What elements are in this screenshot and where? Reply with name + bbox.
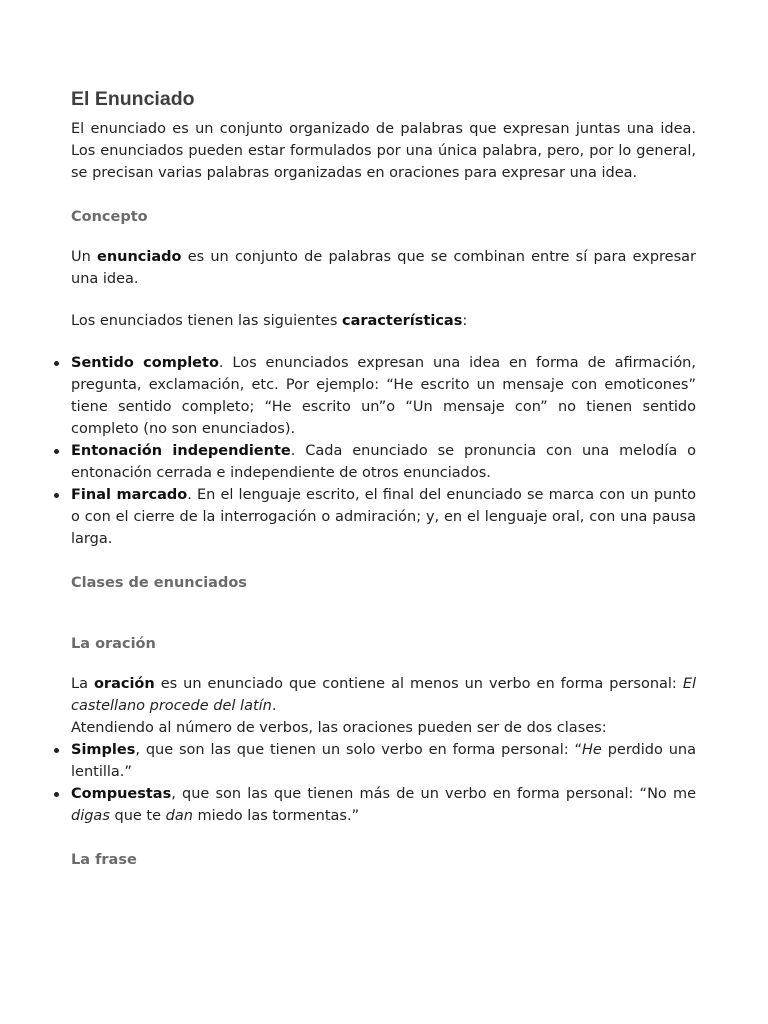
list-item: Final marcado. En el lenguaje escrito, el final del enunciado se marca con un punto o con el cierre de la interrogación o admiración; y, en el lenguaje oral, con una pausa larga. [71,484,696,550]
list-item: Compuestas, que son las que tienen más de un verbo en forma personal: “No me digas que te dan miedo las tormentas.” [71,783,696,827]
term-caracteristicas: características [341,313,463,329]
section-heading-oracion: La oración [71,636,156,652]
term-oracion: oración [93,676,155,692]
list-item: Simples, que son las que tienen un solo verbo en forma personal: “He perdido una lentilla.” [71,739,696,783]
oracion-paragraph: La oración es un enunciado que contiene al menos un verbo en forma personal: El castellano procede del latín. [71,676,697,714]
intro-paragraph: El enunciado es un conjunto organizado de palabras que expresan juntas una idea. Los enunciados pueden estar formulados por una única palabra, pero, por lo general, se precisan varias palabras organizadas en oraciones para expresar una idea. [71,121,696,181]
clases-intro-paragraph: Atendiendo al número de verbos, las oraciones pueden ser de dos clases: [71,720,607,736]
characteristics-list [71,352,696,550]
definition-paragraph: Un enunciado es un conjunto de palabras que se combinan entre sí para expresar una idea. [71,249,696,287]
oracion-types-list [71,739,696,827]
section-heading-frase: La frase [71,852,137,868]
section-heading-concepto: Concepto [71,209,148,225]
term-enunciado: enunciado [97,249,182,265]
example-sentence: El castellano procede del latín [71,676,697,714]
list-item: Sentido completo. Los enunciados expresan una idea en forma de afirmación, pregunta, exclamación, etc. Por ejemplo: “He escrito un mensaje con emoticones” tiene sentido completo; “He escrito un”o “Un mensaje con” no tienen sentido completo (no son enunciados). [71,352,696,440]
section-heading-clases: Clases de enunciados [71,575,247,591]
page-title: El Enunciado [71,88,195,110]
list-item: Entonación independiente. Cada enunciado se pronuncia con una melodía o entonación cerrada e independiente de otros enunciados. [71,440,696,484]
characteristics-intro: Los enunciados tienen las siguientes características: [71,313,468,329]
